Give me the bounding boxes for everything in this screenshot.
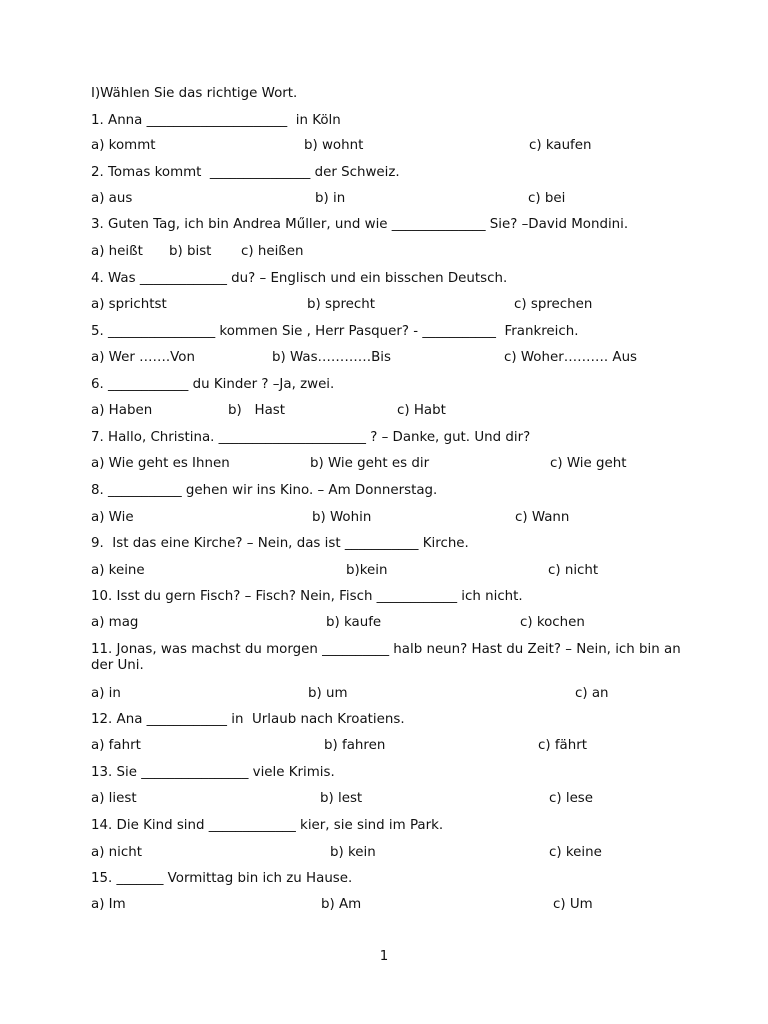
option-c: c) Habt [397,403,446,418]
option-b: b) bist [169,244,212,259]
option-a: a) Im [91,897,126,912]
question-13: 13. Sie ________________ viele Krimis. [91,765,335,780]
option-b: b) kaufe [326,615,382,630]
option-b: b) Hast [228,403,285,418]
option-a: a) kommt [91,138,156,153]
options-row-8 [0,510,768,528]
option-a: a) mag [91,615,139,630]
options-row-12 [0,738,768,756]
option-b: b) Was…………Bis [272,350,391,365]
option-a: a) fahrt [91,738,141,753]
options-row-14 [0,845,768,863]
question-10: 10. Isst du gern Fisch? – Fisch? Nein, Fisch ____________ ich nicht. [91,589,523,604]
option-c: c) lese [549,791,594,806]
option-a: a) sprichtst [91,297,167,312]
question-8: 8. ___________ gehen wir ins Kino. – Am Donnerstag. [91,483,438,498]
options-row-6 [0,403,768,421]
option-b: b) um [308,686,348,701]
page-number: 1 [379,949,389,964]
option-a: a) nicht [91,845,142,860]
options-row-3 [0,244,768,262]
option-a: a) Haben [91,403,153,418]
option-b: b) Am [321,897,362,912]
option-a: a) in [91,686,121,701]
options-row-9 [0,563,768,581]
option-c: c) sprechen [514,297,593,312]
options-row-15 [0,897,768,915]
option-b: b) in [315,191,346,206]
option-c: c) Um [553,897,593,912]
option-c: c) Wie geht [550,456,627,471]
question-4: 4. Was _____________ du? – Englisch und ein bisschen Deutsch. [91,271,508,286]
question-15: 15. _______ Vormittag bin ich zu Hause. [91,871,353,886]
options-row-13 [0,791,768,809]
option-c: c) bei [528,191,566,206]
option-b: b) kein [330,845,376,860]
question-9: 9. Ist das eine Kirche? – Nein, das ist ___________ Kirche. [91,536,469,551]
question-1: 1. Anna _____________________ in Köln [91,113,341,128]
option-b: b) fahren [324,738,386,753]
option-a: a) liest [91,791,137,806]
exercise-title: I)Wählen Sie das richtige Wort. [91,86,298,101]
option-b: b) wohnt [304,138,364,153]
option-c: c) Wann [515,510,570,525]
options-row-2 [0,191,768,209]
option-c: c) nicht [548,563,599,578]
option-c: c) Woher………. Aus [504,350,638,365]
option-c: c) an [575,686,609,701]
option-a: a) heißt [91,244,143,259]
options-row-7 [0,456,768,474]
question-2: 2. Tomas kommt _______________ der Schweiz. [91,165,400,180]
question-3: 3. Guten Tag, ich bin Andrea Műller, und wie ______________ Sie? –David Mondini. [91,217,629,232]
question-14: 14. Die Kind sind _____________ kier, sie sind im Park. [91,818,444,833]
option-a: a) keine [91,563,145,578]
option-b: b) Wie geht es dir [310,456,430,471]
options-row-4 [0,297,768,315]
option-c: c) keine [549,845,602,860]
question-7: 7. Hallo, Christina. ______________________ ? – Danke, gut. Und dir? [91,430,531,445]
options-row-5 [0,350,768,368]
option-a: a) Wer …….Von [91,350,195,365]
option-a: a) aus [91,191,133,206]
question-5: 5. ________________ kommen Sie , Herr Pasquer? - ___________ Frankreich. [91,324,579,339]
option-c: c) heißen [241,244,304,259]
option-b: b) sprecht [307,297,376,312]
option-a: a) Wie geht es Ihnen [91,456,230,471]
option-c: c) fährt [538,738,588,753]
options-row-10 [0,615,768,633]
options-row-11 [0,686,768,704]
question-6: 6. ____________ du Kinder ? –Ja, zwei. [91,377,335,392]
question-11: 11. Jonas, was machst du morgen __________ halb neun? Hast du Zeit? – Nein, ich bin an der Uni. [91,642,681,673]
option-c: c) kaufen [529,138,592,153]
question-12: 12. Ana ____________ in Urlaub nach Kroatiens. [91,712,405,727]
option-b: b)kein [346,563,388,578]
option-c: c) kochen [520,615,585,630]
option-b: b) lest [320,791,363,806]
options-row-1 [0,138,768,156]
option-a: a) Wie [91,510,134,525]
option-b: b) Wohin [312,510,372,525]
